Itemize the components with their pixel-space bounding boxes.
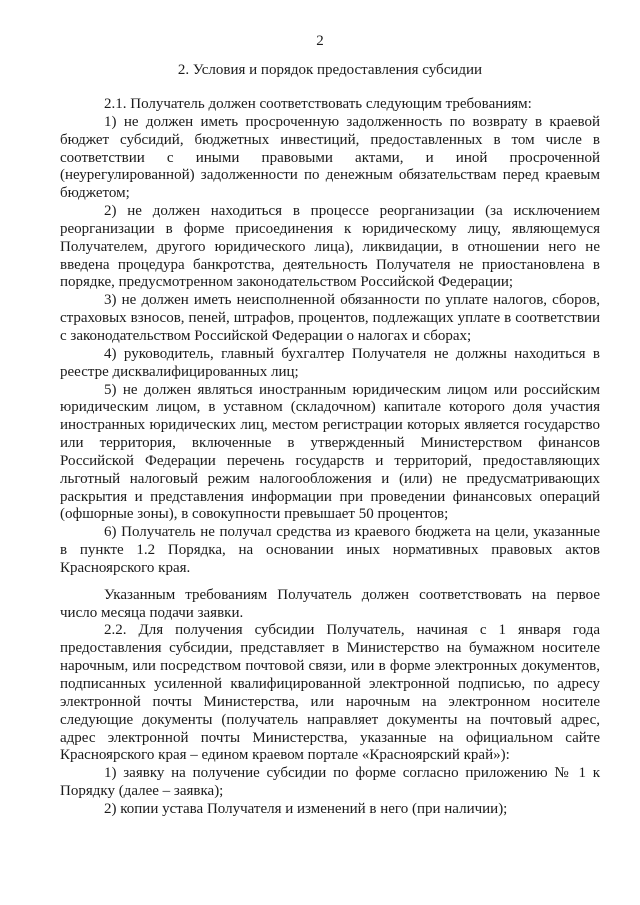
paragraph-requirement-2: 2) не должен находиться в процессе реорганизации (за исключением реорганизации в форме присоединения к юридическому лицу, являющемуся Получателем, другого юридического лица), ликвидации, в отношении него не введена процедура банкротства, деятельность Получателя не приостановлена в порядке, предусмотренном законодательством Российской Федерации; bbox=[60, 203, 600, 291]
paragraph-compliance-date: Указанным требованиям Получатель должен соответствовать на первое число месяца подачи заявки. bbox=[60, 586, 600, 621]
paragraph-requirement-1: 1) не должен иметь просроченную задолженность по возврату в краевой бюджет субсидий, бюджетных инвестиций, предоставленных в том числе в соответствии с иными правовыми актами, и иной просроченной (неурегулированной) задолженности по денежным обязательствам перед краевым бюджетом; bbox=[60, 113, 600, 202]
paragraph-requirement-4: 4) руководитель, главный бухгалтер Получателя не должны находиться в реестре дисквалифицированных лиц; bbox=[60, 345, 600, 380]
paragraph-document-2: 2) копии устава Получателя и изменений в него (при наличии); bbox=[104, 800, 508, 817]
paragraph-2-2-intro: 2.2. Для получения субсидии Получатель, начиная с 1 января года предоставления субсидии, представляет в Министерство на бумажном носителе нарочным, или посредством почтовой связи, или в форме электронных документов, подписанных усиленной квалифицированной электронной подписью, по адресу электронной почты Министерства, или нарочным на электронном носителе следующие документы (получатель направляет документы на почтовый адрес, адрес электронной почты Министерства, указанные на официальном сайте Красноярского края – едином краевом портале «Красноярский край»): bbox=[60, 622, 600, 764]
paragraph-2-1-intro: 2.1. Получатель должен соответствовать следующим требованиям: bbox=[104, 96, 532, 112]
paragraph-document-1: 1) заявку на получение субсидии по форме согласно приложению № 1 к Порядку (далее – заявка); bbox=[60, 765, 600, 800]
paragraph-requirement-3: 3) не должен иметь неисполненной обязанности по уплате налогов, сборов, страховых взносов, пеней, штрафов, процентов, подлежащих уплате в соответствии с законодательством Российской Федерации о налогах и сборах; bbox=[60, 292, 600, 344]
page-number: 2 bbox=[316, 33, 324, 49]
document-body bbox=[60, 96, 600, 819]
paragraph-requirement-6: 6) Получатель не получал средства из краевого бюджета на цели, указанные в пункте 1.2 Порядка, на основании иных нормативных правовых актов Красноярского края. bbox=[60, 524, 600, 576]
section-title: 2. Условия и порядок предоставления субсидии bbox=[177, 62, 483, 78]
paragraph-requirement-5: 5) не должен являться иностранным юридическим лицом или российским юридическим лицом, в уставном (складочном) капитале которого доля участия иностранных юридических лиц, местом регистрации которых является государство или территория, включенные в утвержденный Министерством финансов Российской Федерации перечень государств и территорий, предоставляющих льготный налоговый режим налогообложения и (или) не предусматривающих раскрытия и представления информации при проведении финансовых операций (офшорные зоны), в совокупности превышает 50 процентов; bbox=[60, 381, 600, 523]
